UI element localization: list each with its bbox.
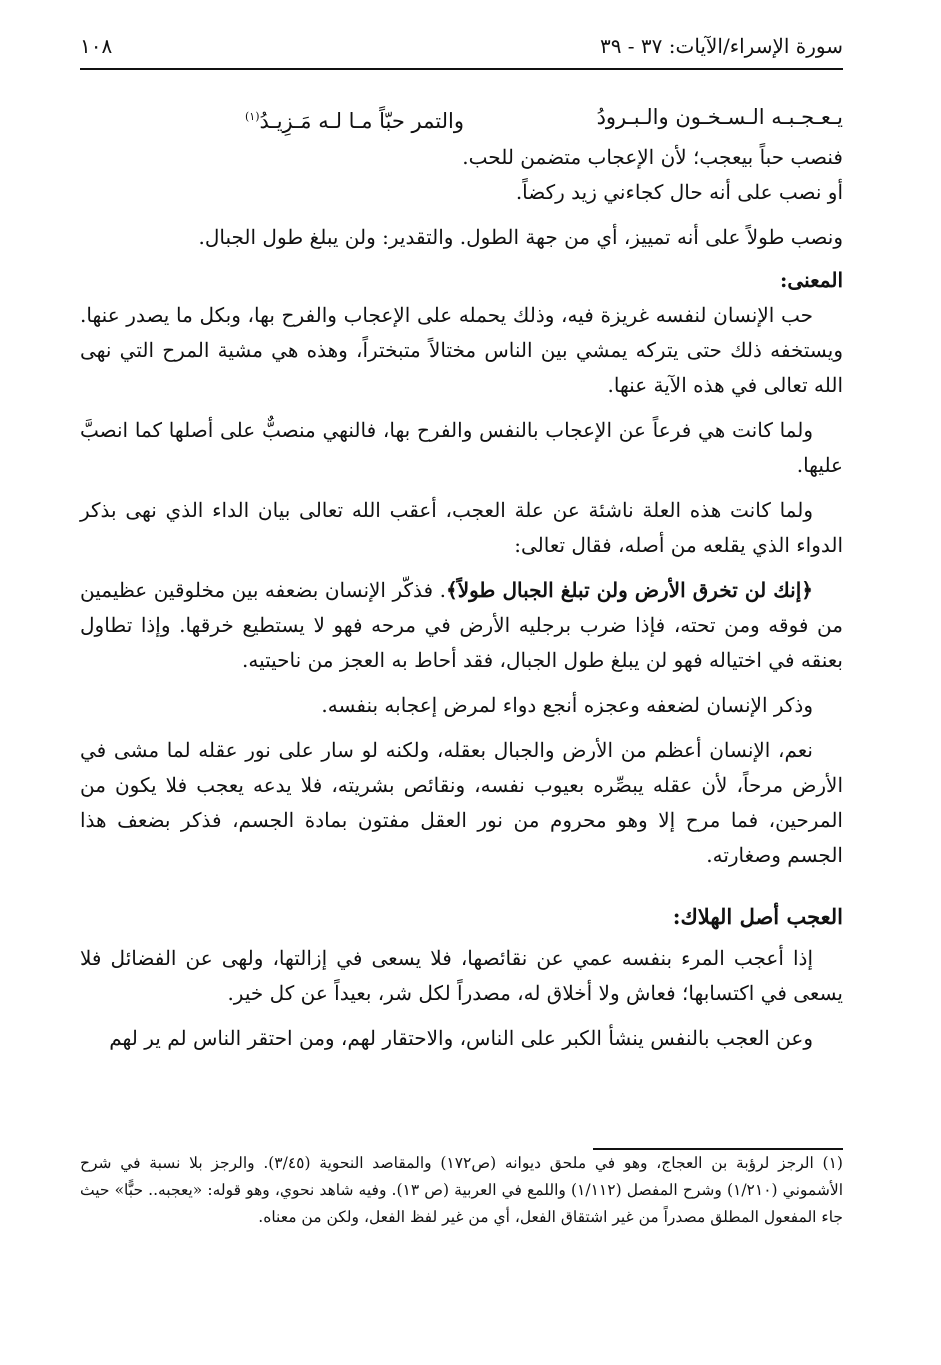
poetry-verse [80,100,843,140]
paragraph-10: إذا أعجب المرء بنفسه عمي عن نقائصها، فلا يسعى في إزالتها، ولهى عن الفضائل فلا يسعى في اكتسابها؛ فعاش ولا أخلاق له، مصدراً لكل شر، بعيداً عن كل خير. [80,946,843,1005]
paragraph-2: أو نصب على أنه حال كجاءني زيد ركضاً. [515,180,843,204]
page-header [80,22,843,70]
paragraph-8: وذكر الإنسان لضعفه وعجزه أنجع دواء لمرض إعجابه بنفسه. [321,693,813,717]
paragraph-9: نعم، الإنسان أعظم من الأرض والجبال بعقله، ولكنه لو سار على نور عقله لما مشى في الأرض مرحاً، لأن عقله يبصِّره بعيوب نفسه، ونقائص بشريته، فلا يدعه يعجب فلا يكون من المرحين، فما مرح إلا وهو محروم من نور العقل مفتون بمادة الجسم، فذكر بضعف هذا الجسم وصغارته. [80,738,843,867]
paragraph-6: ولما كانت هذه العلة ناشئة عن علة العجب، أعقب الله تعالى بيان الداء الذي نهى بذكر الدواء الذي يقلعه من أصله، فقال تعالى: [80,498,843,557]
footnote [80,1150,843,1231]
paragraph-3: ونصب طولاً على أنه تمييز، أي من جهة الطول. والتقدير: ولن يبلغ طول الجبال. [198,225,843,249]
header-title: سورة الإسراء/الآيات: ٣٧ - ٣٩ [599,34,843,58]
footnote-reference: (١) [245,110,260,123]
footnote-text: (١) الرجز لرؤبة بن العجاج، وهو في ملحق ديوانه (ص١٧٢) والمقاصد النحوية (٣/٤٥). والرجز بلا نسبة في شرح الأشموني (١/٢١٠) وشرح المفصل (١/١١٢) واللمع في العربية (ص ١٣). وفيه شاهد نحوي، وهو قوله: «يعجبه.. حبًّا» حيث جاء المفعول المطلق مصدراً من غير اشتقاق الفعل، أي من غير لفظ الفعل، ولكن من معناه. [80,1154,844,1226]
verse-hemistich-1: يـعـجـبـه الـسـخـون والـبـرودُ [596,105,843,129]
main-text [80,100,843,1056]
verse-hemistich-2: والتمر حبّاً مـا لـه مَـزِيـدُ [259,109,464,133]
paragraph-4: حب الإنسان لنفسه غريزة فيه، وذلك يحمله على الإعجاب والفرح بها، وبكل ما يصدر عنها. ويستخفه ذلك حتى يتركه يمشي بين الناس مختالاً متبختراً، وهذه هي مشية المرح التي نهى الله تعالى في هذه الآية عنها. [80,303,843,397]
quran-verse: ﴿إنك لن تخرق الأرض ولن تبلغ الجبال طولاً﴾ [445,578,814,602]
section-heading-pride: العجب أصل الهلاك: [672,904,843,929]
verse-hemistich-2-wrap [245,100,464,138]
paragraph-5: ولما كانت هي فرعاً عن الإعجاب بالنفس والفرح بها، فالنهي منصبٌّ على أصلها كما انصبَّ عليها. [80,418,843,477]
paragraph-7-text: . فذكّر الإنسان بضعفه بين مخلوقين عظيمين من فوقه ومن تحته، فإذا ضرب برجليه الأرض في مرحه فهو لا يستطيع خرقها. وإذا تطاول بعنقه في اختياله فهو لن يبلغ طول الجبال، فقد أحاط به العجز من ناحيتيه. [80,578,843,672]
paragraph-11: وعن العجب بالنفس ينشأ الكبر على الناس، والاحتقار لهم، ومن احتقر الناس لم ير لهم [109,1026,813,1050]
paragraph-1: فنصب حباً بيعجب؛ لأن الإعجاب متضمن للحب. [462,145,843,169]
page-number: ١٠٨ [80,34,113,58]
paragraph-7 [80,573,843,678]
section-heading-meaning: المعنى: [780,268,843,292]
